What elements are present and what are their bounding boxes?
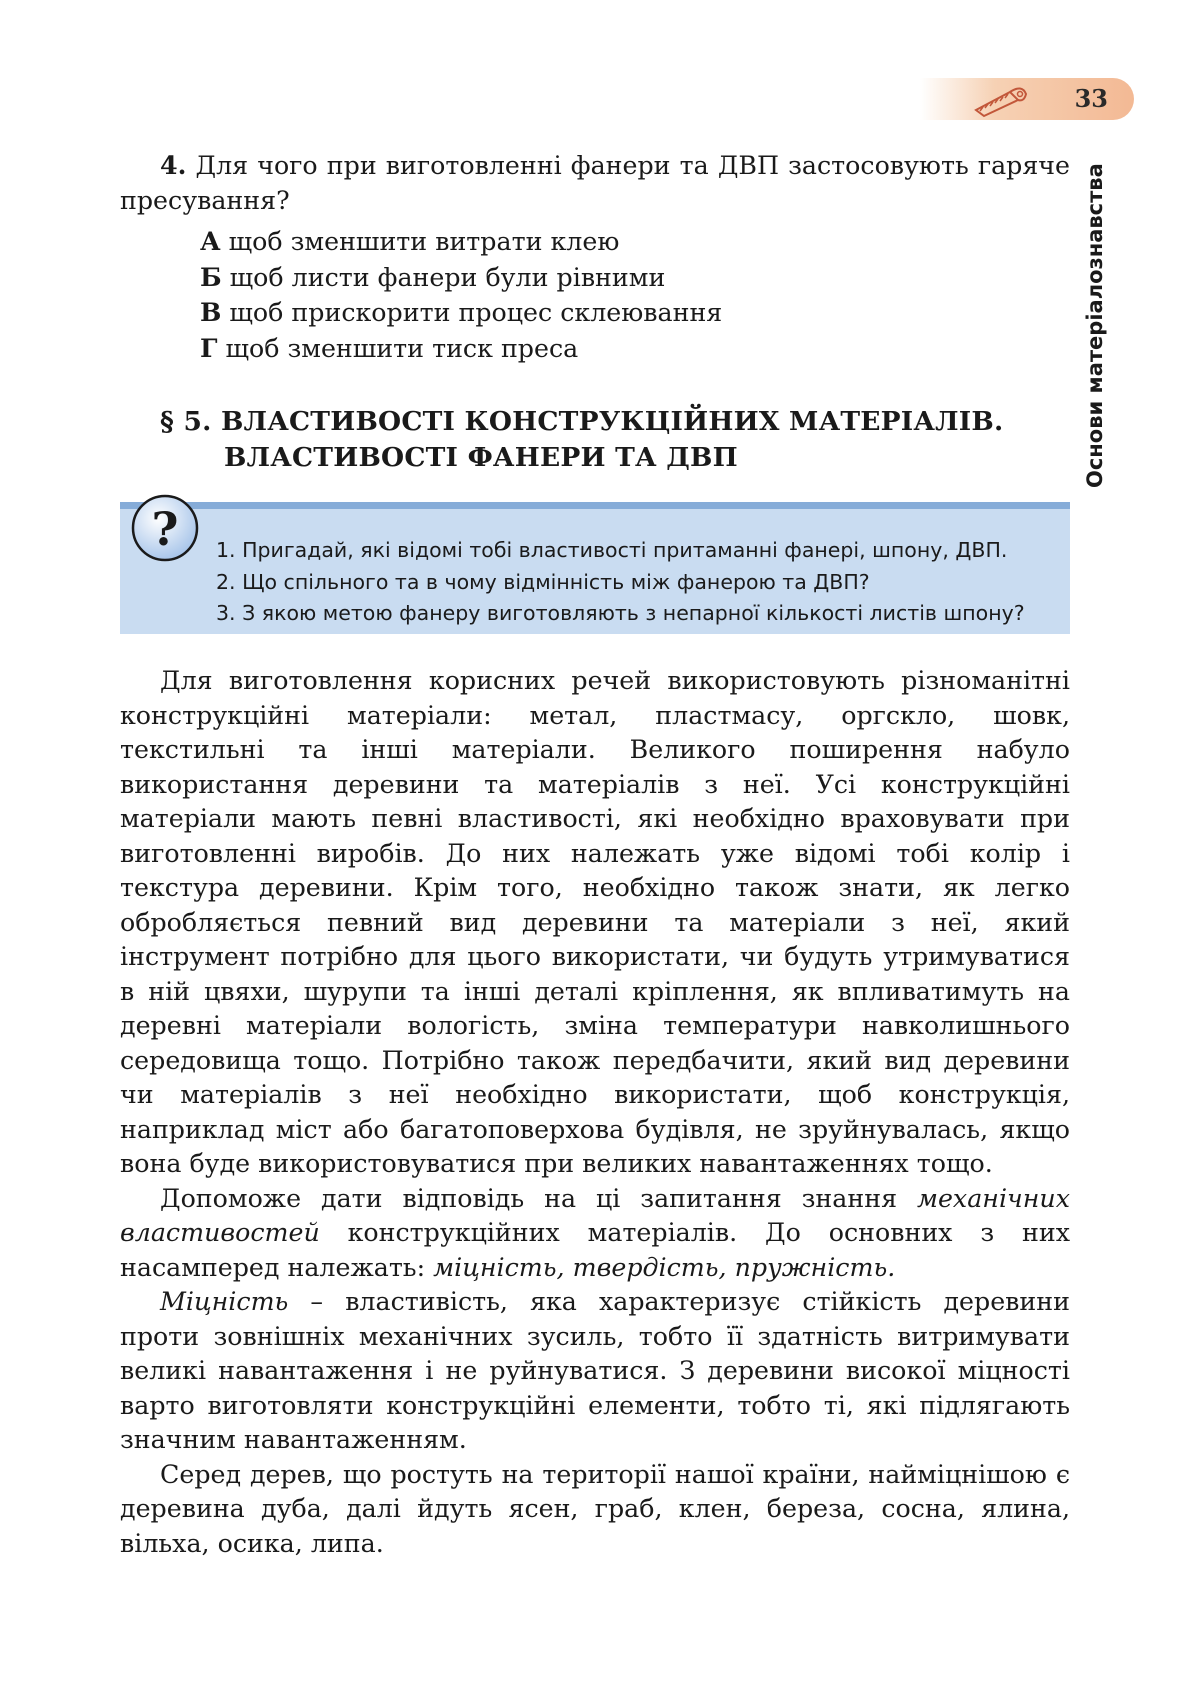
paragraph-4: Серед дерев, що ростуть на території нашої країни, найміцнішою є деревина дуба, далі йдуть ясен, граб, клен, береза, сосна, ялина, вільха, осика, липа. [120,1459,1070,1558]
paragraph-1: Для виготовлення корисних речей використовують різноманітні конструкційні матеріали: метал, пластмасу, оргскло, шовк, текстильні та інші матеріали. Великого поширення набуло використання деревини та матеріалів з неї. Усі конструкційні матеріали мають певні властивості, які необхідно враховувати при виготовленні виробів. До них належать уже відомі тобі колір і текстура деревини. Крім того, необхідно також знати, як легко обробляється певний вид деревини та матеріали з неї, який інструмент потрібно для цього використати, чи будуть утримуватися в ній цвяхи, шурупи та інші деталі кріплення, як впливатимуть на деревні матеріали вологість, зміна температури навколишнього середовища тощо. Потрібно також передбачити, який вид деревини чи матеріалів з неї необхідно використати, щоб конструкція, наприклад міст або багатоповерхова будівля, не зруйнувалась, якщо вона буде використовуватися при великих навантаженнях тощо. [120,666,1070,1178]
option-letter: В [200,297,222,327]
section-heading [160,404,1070,476]
option-a [200,224,1070,260]
question-mark-icon [130,493,200,563]
text-run: Допоможе дати відповідь на ці запитання знання [160,1183,917,1213]
option-g [200,331,1070,367]
option-text: щоб зменшити тиск преса [225,333,579,363]
review-question-list [216,535,1025,630]
page-number: 33 [1074,84,1108,113]
svg-text:?: ? [151,502,179,556]
question-text: Для чого при виготовленні фанери та ДВП застосовують гаряче пресування? [120,151,1071,215]
option-text: щоб листи фанери були рівними [229,262,666,292]
option-text: щоб зменшити витрати клею [228,227,620,256]
emphasis-term: механічних властивостей [120,1183,1070,1247]
review-question: 1. Пригадай, які відомі тобі властивості притаманні фанері, шпону, ДВП. [216,538,1008,562]
emphasis-term: міцність, твердість, пружність. [433,1252,896,1282]
option-letter: Б [200,261,222,292]
question-number: 4. [160,150,187,180]
paragraph-3 [120,1285,1070,1458]
page-number-tab [920,78,1134,120]
option-letter: Г [200,332,218,363]
answer-options [200,224,1070,366]
text-run: конструкційних матеріалів. До основних з них насамперед належать: [120,1218,1070,1282]
review-question: 2. Що спільного та в чому відмінність між фанерою та ДВП? [216,569,870,594]
page-content [120,148,1070,1561]
paragraph-2 [120,1182,1070,1286]
section-title-line-1: § 5. ВЛАСТИВОСТІ КОНСТРУКЦІЙНИХ МАТЕРІАЛІВ. [160,406,1004,437]
emphasis-term: Міцність [160,1287,289,1316]
option-v [200,295,1070,331]
option-letter: А [200,226,221,256]
review-questions-box [120,502,1070,634]
body-text [120,664,1070,1561]
review-question: 3. З якою метою фанеру виготовляють з непарної кількості листів шпону? [216,601,1025,625]
section-side-label: Основи матеріалознавства [1083,163,1107,488]
text-run: – властивість, яка характеризує стійкість деревини проти зовнішніх механічних зусиль, тобто її здатність витримувати великі навантаження і не руйнуватися. З деревини високої міцності варто виготовляти конструкційні елементи, тобто ті, які підлягають значним навантаженням. [120,1287,1070,1454]
option-text: щоб прискорити процес склеювання [229,298,723,327]
option-b [200,260,1070,296]
section-title-line-2: ВЛАСТИВОСТІ ФАНЕРИ ТА ДВП [224,442,738,473]
hand-saw-icon [970,80,1030,120]
question-4 [120,148,1070,218]
